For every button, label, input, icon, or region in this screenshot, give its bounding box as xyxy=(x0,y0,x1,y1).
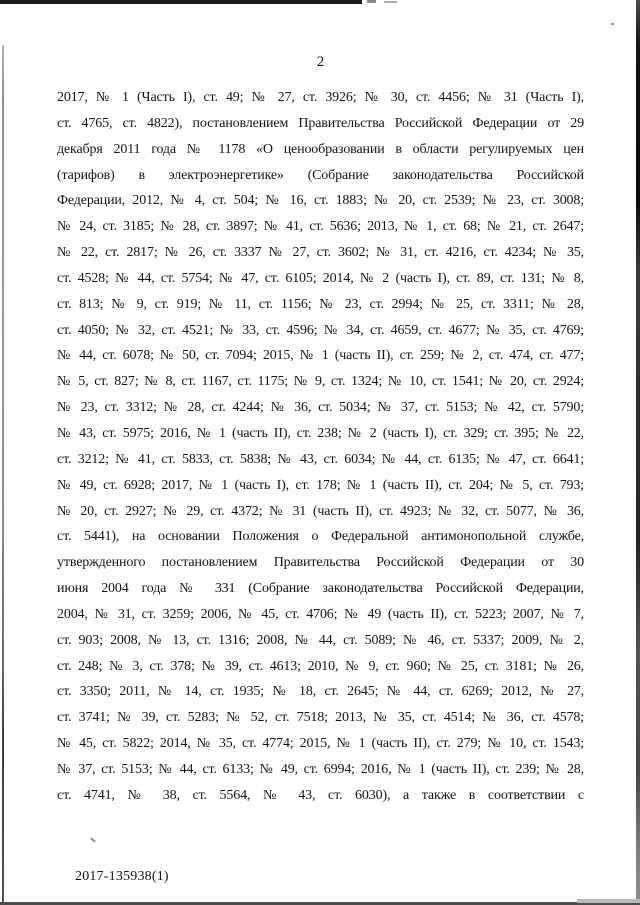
scan-artifact-top-dash xyxy=(367,0,376,3)
text-line: ст. 3741; № 39, ст. 5283; № 52, ст. 7518; 2013, № 35, ст. 4514; № 36, ст. 4578; xyxy=(57,710,584,726)
text-line: ст. 3212; № 41, ст. 5833, ст. 5838; № 43, ст. 6034; № 44, ст. 6135; № 47, ст. 6641; xyxy=(57,451,584,467)
text-line: ст. 4528; № 44, ст. 5754; № 47, ст. 6105; 2014, № 2 (часть I), ст. 89, ст. 131; № 8, xyxy=(57,270,584,286)
scan-edge-top xyxy=(0,0,362,4)
scan-smudge-mark xyxy=(90,837,96,842)
text-line: ст. 4050; № 32, ст. 4521; № 33, ст. 4596; № 34, ст. 4659, ст. 4677; № 35, ст. 4769; xyxy=(57,322,584,338)
text-line: № 44, ст. 6078; № 50, ст. 7094; 2015, № 1 (часть II), ст. 259; № 2, ст. 474, ст. 477; xyxy=(57,348,584,364)
document-body-text xyxy=(57,85,584,809)
document-footer-code: 2017-135938(1) xyxy=(75,869,169,884)
scan-edge-right xyxy=(636,0,640,905)
text-line: ст. 3350; 2011, № 14, ст. 1935; № 18, ст. 2645; № 44, ст. 6269; 2012, № 27, xyxy=(57,684,584,700)
scan-edge-left xyxy=(2,45,4,905)
text-line: № 43, ст. 5975; 2016, № 1 (часть II), ст. 238; № 2 (часть I), ст. 329; ст. 395; № 22, xyxy=(57,425,584,441)
text-line: июня 2004 года № 331 (Собрание законодательства Российской Федерации, xyxy=(57,581,584,597)
text-line: № 45, ст. 5822; 2014, № 35, ст. 4774; 2015, № 1 (часть II), ст. 279; № 10, ст. 1543; xyxy=(57,736,584,752)
text-line: № 22, ст. 2817; № 26, ст. 3337 № 27, ст. 3602; № 31, ст. 4216, ст. 4234; № 35, xyxy=(57,245,584,261)
text-line: ст. 903; 2008, № 13, ст. 1316; 2008, № 44, ст. 5089; № 46, ст. 5337; 2009, № 2, xyxy=(57,632,584,648)
text-line: № 23, ст. 3312; № 28, ст. 4244; № 36, ст. 5034; № 37, ст. 5153; № 42, ст. 5790; xyxy=(57,400,584,416)
text-line: № 5, ст. 827; № 8, ст. 1167, ст. 1175; № 9, ст. 1324; № 10, ст. 1541; № 20, ст. 2924; xyxy=(57,374,584,390)
text-line: утвержденного постановлением Правительства Российской Федерации от 30 xyxy=(57,555,584,571)
text-line: № 20, ст. 2927; № 29, ст. 4372; № 31 (часть II), ст. 4923; № 32, ст. 5077, № 36, xyxy=(57,503,584,519)
text-line: ст. 5441), на основании Положения о Федеральной антимонопольной службе, xyxy=(57,529,584,545)
text-line: № 37, ст. 5153; № 44, ст. 6133; № 49, ст. 6994; 2016, № 1 (часть II), ст. 239; № 28, xyxy=(57,761,584,777)
scan-artifact-dot xyxy=(611,23,614,25)
text-line: 2017, № 1 (Часть I), ст. 49; № 27, ст. 3926; № 30, ст. 4456; № 31 (Часть I), xyxy=(57,90,584,105)
scan-artifact-top-dash xyxy=(384,1,397,3)
text-line: ст. 248; № 3, ст. 378; № 39, ст. 4613; 2010, № 9, ст. 960; № 25, ст. 3181; № 26, xyxy=(57,658,584,674)
text-line: № 24, ст. 3185; № 28, ст. 3897; № 41, ст. 5636; 2013, № 1, ст. 68; № 21, ст. 2647; xyxy=(57,219,584,235)
text-line: ст. 4765, ст. 4822), постановлением Правительства Российской Федерации от 29 xyxy=(57,115,584,131)
text-line: Федерации, 2012, № 4, ст. 504; № 16, ст. 1883; № 20, ст. 2539; № 23, ст. 3008; xyxy=(57,193,584,209)
text-line: (тарифов) в электроэнергетике» (Собрание законодательства Российской xyxy=(57,167,584,183)
text-line: 2004, № 31, ст. 3259; 2006, № 45, ст. 4706; № 49 (часть II), ст. 5223; 2007, № 7, xyxy=(57,606,584,622)
text-line: декабря 2011 года № 1178 «О ценообразовании в области регулируемых цен xyxy=(57,141,584,157)
scan-artifact-bottom-strip xyxy=(577,899,640,903)
text-line: ст. 4741, № 38, ст. 5564, № 43, ст. 6030), а также в соответствии с xyxy=(57,787,584,803)
text-line: № 49, ст. 6928; 2017, № 1 (часть I), ст. 178; № 1 (часть II), ст. 204; № 5, ст. 793; xyxy=(57,477,584,493)
text-line: ст. 813; № 9, ст. 919; № 11, ст. 1156; № 23, ст. 2994; № 25, ст. 3311; № 28, xyxy=(57,296,584,312)
page-number: 2 xyxy=(316,54,325,70)
